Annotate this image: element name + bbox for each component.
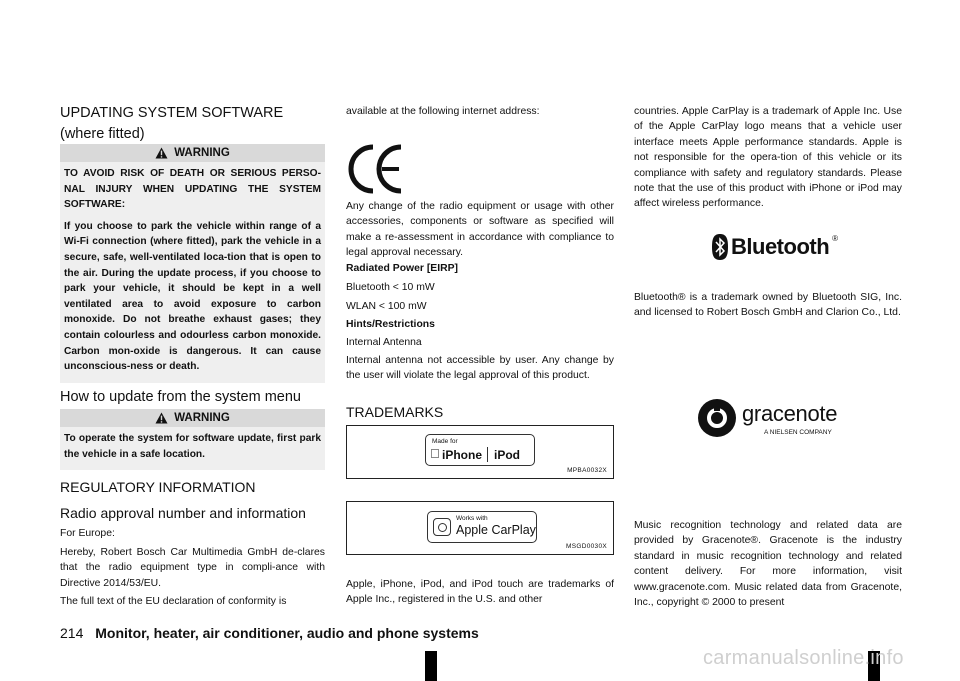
text-change-radio: Any change of the radio equipment or usage with other accessories, components or software as specified will make a re-assessment in accordance with compliance to legal approval necessary. <box>346 201 614 259</box>
page-number: 214 <box>60 625 84 641</box>
registered-mark: ® <box>832 234 839 243</box>
text-available-at: available at the following internet address: <box>346 106 540 117</box>
gracenote-wordmark: gracenote <box>742 401 838 426</box>
bluetooth-logo <box>712 232 838 262</box>
mfi-divider <box>487 447 488 462</box>
ce-mark-text: CE <box>346 144 348 145</box>
text-bluetooth-power: Bluetooth < 10 mW <box>346 282 435 293</box>
bluetooth-wordmark: Bluetooth <box>731 234 830 259</box>
warning-text-park: To operate the system for software update, first park the vehicle in a safe location. <box>64 433 321 460</box>
heading-regulatory-information: REGULATORY INFORMATION <box>60 479 256 495</box>
warning-header <box>60 144 325 162</box>
apple-logo-icon <box>430 447 440 461</box>
bluetooth-icon <box>712 234 728 260</box>
gracenote-icon <box>698 399 736 437</box>
text-internal-antenna: Internal Antenna <box>346 337 422 348</box>
carplay-works-with: Works with <box>456 515 488 522</box>
text-gracenote-music: Music recognition technology and related data are provided by Gracenote®. Gracenote is the industry standard in music recognition technology and related content delivery. For more information, visit www.gracenote.com. Music related data from Gracenote, Inc., copyright © 2000 to present <box>634 520 902 609</box>
badge-code-msgd: MSGD0030X <box>566 543 607 550</box>
text-full-declaration: The full text of the EU declaration of conformity is <box>60 596 287 607</box>
bottom-bar-left <box>425 651 437 681</box>
warning-box-park-vehicle <box>60 409 325 470</box>
text-for-europe: For Europe: <box>60 528 115 539</box>
badge-code-mpba: MPBA0032X <box>567 467 607 474</box>
text-apple-trademarks: Apple, iPhone, iPod, and iPod touch are trademarks of Apple Inc., registered in the U.S. and other <box>346 579 614 606</box>
warning-box-software-update <box>60 144 325 383</box>
gracenote-logo <box>698 399 848 441</box>
carplay-icon <box>433 518 451 536</box>
gracenote-nielsen: A NIELSEN COMPANY <box>764 429 832 436</box>
mfi-ipod: iPod <box>494 448 520 462</box>
text-antenna-restriction: Internal antenna not accessible by user. Any change by the user will violate the legal approval of this product. <box>346 355 614 382</box>
heading-updating-system-software: UPDATING SYSTEM SOFTWARE (where fitted) <box>60 105 284 142</box>
text-hints-restrictions: Hints/Restrictions <box>346 319 435 330</box>
chapter-title: Monitor, heater, air conditioner, audio and phone systems <box>95 625 479 641</box>
heading-radio-approval: Radio approval number and information <box>60 505 306 521</box>
text-wlan-power: WLAN < 100 mW <box>346 301 427 312</box>
text-radiated-power: Radiated Power [EIRP] <box>346 263 459 274</box>
text-hereby-declares: Hereby, Robert Bosch Car Multimedia GmbH de-clares that the radio equipment type in compli-ance with Directive 2014/53/EU. <box>60 547 325 589</box>
mfi-iphone: iPhone <box>442 448 483 462</box>
heading-how-to-update: How to update from the system menu <box>60 389 301 405</box>
carplay-badge-frame <box>427 511 537 543</box>
mfi-badge-frame <box>425 434 535 466</box>
warning-triangle-icon <box>155 412 168 424</box>
heading-trademarks: TRADEMARKS <box>346 404 444 420</box>
watermark: carmanualsonline.info <box>703 647 904 669</box>
warning-header <box>60 409 325 427</box>
warning-text-body: If you choose to park the vehicle within range of a Wi-Fi connection (where fitted), park the vehicle in a secure, safe, well-ventilated loca-tion that is open to the air. During the update process, if you choose to park your vehicle, it should be kept in a well ventilated area to avoid exposure to carbon monoxide. Do not breathe exhaust gases; they contain colourless and odourless carbon monoxide. Carbon mon-oxide is dangerous. It can cause unconscious-ness or death. <box>64 220 321 373</box>
made-for-iphone-ipod-badge <box>346 425 614 479</box>
text-bluetooth-trademark: Bluetooth® is a trademark owned by Bluetooth SIG, Inc. and licensed to Robert Bosch GmbH and Clarion Co., Ltd. <box>634 292 902 319</box>
page-footer <box>60 625 479 641</box>
ce-mark-logo <box>346 144 408 194</box>
carplay-label: Apple CarPlay <box>456 523 536 537</box>
text-carplay-trademark: countries. Apple CarPlay is a trademark of Apple Inc. Use of the Apple CarPlay logo means that a vehicle user interface meets Apple performance standards. Apple is not responsible for the opera-tion of this vehicle or its compliance with safety and regulatory standards. Please note that the use of this product with iPhone or iPod may affect wireless performance. <box>634 106 902 210</box>
mfi-made-for: Made for <box>432 438 458 445</box>
warning-label: WARNING <box>174 412 230 424</box>
warning-triangle-icon <box>155 147 168 159</box>
warning-label: WARNING <box>174 147 230 159</box>
warning-text-intro: TO AVOID RISK OF DEATH OR SERIOUS PERSO-NAL INJURY WHEN UPDATING THE SYSTEM SOFTWARE: <box>64 168 321 211</box>
works-with-carplay-badge <box>346 501 614 555</box>
